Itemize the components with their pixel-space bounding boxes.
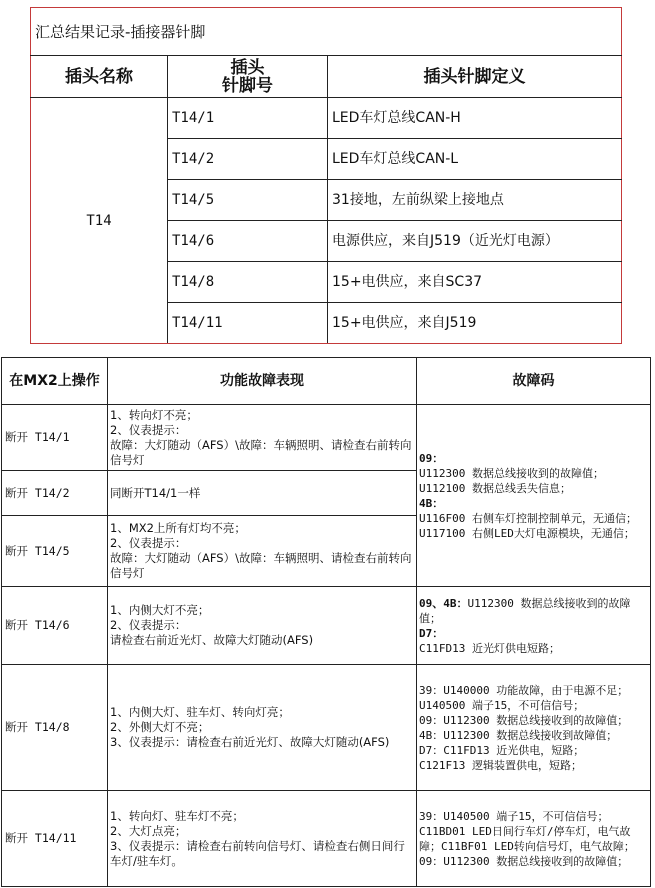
header-fault-code: 故障码 [417, 358, 651, 405]
pin-definition: LED车灯总线CAN-H [328, 98, 622, 139]
fault-code-cell: 39：U140500 端子15，不可信信号； C11BD01 LED日间行车灯/停车灯，电气故障；C11BF01 LED转向信号灯，电气故障； 09：U112300 数据总线接收到的故障值； [417, 791, 651, 887]
symptom-cell: 同断开T14/1一样 [108, 471, 417, 516]
pin-definition-table [30, 7, 622, 344]
pin-number: T14/11 [168, 303, 328, 344]
header-pin-definition: 插头针脚定义 [328, 56, 622, 98]
header-plug-name: 插头名称 [31, 56, 168, 98]
pin-definition: 电源供应，来自J519（近光灯电源） [328, 221, 622, 262]
pin-number: T14/2 [168, 139, 328, 180]
pin-number: T14/1 [168, 98, 328, 139]
pin-number: T14/6 [168, 221, 328, 262]
operation-cell: 断开 T14/5 [2, 516, 108, 587]
fault-code-cell: 09、4B：U112300 数据总线接收到的故障值； D7： C11FD13 近光灯供电短路； [417, 587, 651, 665]
operation-cell: 断开 T14/8 [2, 665, 108, 791]
pin-definition: 31接地，左前纵梁上接地点 [328, 180, 622, 221]
symptom-cell: 1、转向灯、驻车灯不亮； 2、大灯点亮； 3、仪表提示：请检查右前转向信号灯、请检查右侧日间行车灯/驻车灯。 [108, 791, 417, 887]
pin-table-title: 汇总结果记录-插接器针脚 [31, 8, 622, 56]
operation-cell: 断开 T14/2 [2, 471, 108, 516]
pin-definition: 15+电供应，来自SC37 [328, 262, 622, 303]
header-operation: 在MX2上操作 [2, 358, 108, 405]
header-pin-number: 插头 针脚号 [168, 56, 328, 98]
plug-name: T14 [31, 98, 168, 344]
operation-cell: 断开 T14/11 [2, 791, 108, 887]
operation-cell: 断开 T14/6 [2, 587, 108, 665]
pin-definition: 15+电供应，来自J519 [328, 303, 622, 344]
operation-cell: 断开 T14/1 [2, 405, 108, 471]
symptom-cell: 1、MX2上所有灯均不亮； 2、仪表提示： 故障：大灯随动（AFS）\故障：车辆照明、请检查右前转向信号灯 [108, 516, 417, 587]
symptom-cell: 1、内侧大灯不亮； 2、仪表提示： 请检查右前近光灯、故障大灯随动(AFS) [108, 587, 417, 665]
fault-code-cell: 39：U140000 功能故障，由于电源不足；U140500 端子15，不可信信号； 09：U112300 数据总线接收到的故障值； 4B：U112300 数据总线接收到故障值； D7：C11FD13 近光供电，短路； C121F13 逻辑装置供电，短路； [417, 665, 651, 791]
symptom-cell: 1、转向灯不亮； 2、仪表提示： 故障：大灯随动（AFS）\故障：车辆照明、请检查右前转向信号灯 [108, 405, 417, 471]
fault-result-table [1, 357, 651, 887]
pin-number: T14/5 [168, 180, 328, 221]
header-symptom: 功能故障表现 [108, 358, 417, 405]
pin-number: T14/8 [168, 262, 328, 303]
fault-code-cell-shared: 09： U112300 数据总线接收到的故障值； U112100 数据总线丢失信息； 4B： U116F00 右侧车灯控制控制单元，无通信；U117100 右侧LED大灯电源模块，无通信； [417, 405, 651, 587]
pin-definition: LED车灯总线CAN-L [328, 139, 622, 180]
symptom-cell: 1、内侧大灯、驻车灯、转向灯亮； 2、外侧大灯不亮； 3、仪表提示：请检查右前近光灯、故障大灯随动(AFS) [108, 665, 417, 791]
